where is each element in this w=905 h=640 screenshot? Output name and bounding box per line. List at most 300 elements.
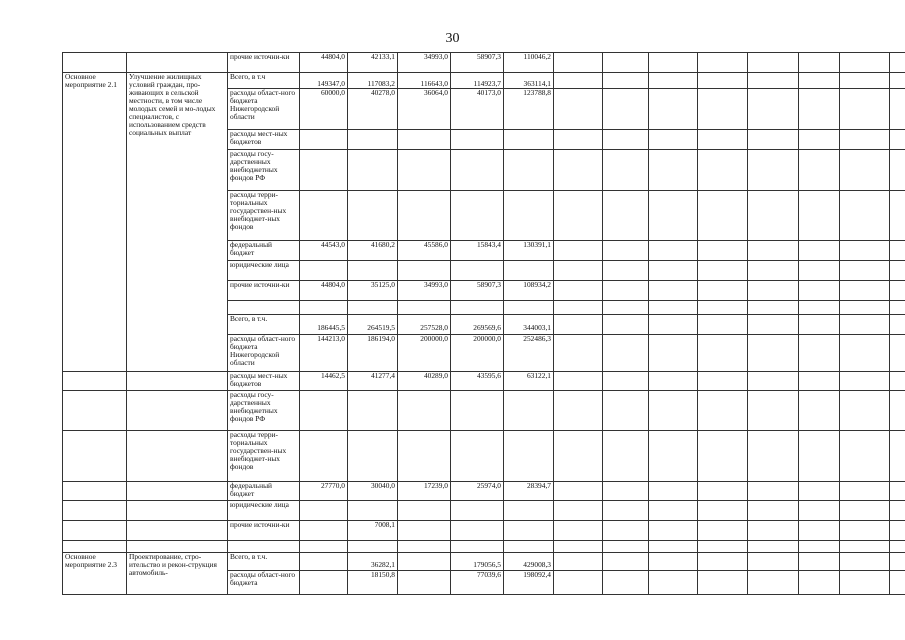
year-value-cell bbox=[451, 391, 504, 431]
year-value-cell: 363114,1 bbox=[504, 73, 554, 89]
empty-cell bbox=[748, 372, 799, 391]
year-value-cell bbox=[300, 501, 348, 521]
year-value-cell: 42133,1 bbox=[348, 53, 398, 73]
empty-cell bbox=[649, 571, 698, 595]
year-value-cell: 30040,0 bbox=[348, 482, 398, 501]
year-value-cell: 77039,6 bbox=[451, 571, 504, 595]
table-row bbox=[63, 501, 905, 521]
empty-cell bbox=[748, 431, 799, 482]
empty-cell bbox=[649, 191, 698, 241]
year-value-cell bbox=[300, 391, 348, 431]
funding-source-cell: Всего, в т.ч bbox=[228, 73, 300, 89]
year-value-cell: 15843,4 bbox=[451, 241, 504, 261]
empty-cell bbox=[554, 89, 603, 130]
measure-cell bbox=[63, 482, 127, 501]
year-value-cell: 14462,5 bbox=[300, 372, 348, 391]
year-value-cell: 34993,0 bbox=[398, 53, 451, 73]
year-value-cell bbox=[348, 191, 398, 241]
empty-cell bbox=[554, 391, 603, 431]
description-cell: Улучшение жилищных условий граждан, про-живающих в сельской местности, в том числе молодых семей и мо-лодых специалистов, с использованием средств социальных выплат bbox=[127, 73, 228, 372]
empty-cell bbox=[840, 130, 890, 150]
empty-cell bbox=[799, 73, 840, 89]
year-value-cell bbox=[300, 191, 348, 241]
empty-cell bbox=[698, 191, 748, 241]
measure-cell bbox=[63, 541, 127, 553]
year-value-cell: 110046,2 bbox=[504, 53, 554, 73]
empty-cell bbox=[890, 191, 905, 241]
empty-cell bbox=[890, 482, 905, 501]
empty-cell bbox=[748, 130, 799, 150]
year-value-cell bbox=[348, 431, 398, 482]
empty-cell bbox=[840, 571, 890, 595]
empty-cell bbox=[840, 73, 890, 89]
year-value-cell bbox=[504, 301, 554, 315]
empty-cell bbox=[840, 335, 890, 372]
empty-cell bbox=[840, 391, 890, 431]
empty-cell bbox=[799, 335, 840, 372]
empty-cell bbox=[840, 553, 890, 571]
year-value-cell bbox=[348, 301, 398, 315]
empty-cell bbox=[698, 553, 748, 571]
empty-cell bbox=[890, 130, 905, 150]
empty-cell bbox=[698, 315, 748, 335]
year-value-cell bbox=[300, 553, 348, 571]
empty-cell bbox=[890, 501, 905, 521]
empty-cell bbox=[554, 150, 603, 191]
table-row bbox=[63, 372, 905, 391]
empty-cell bbox=[748, 150, 799, 191]
empty-cell bbox=[698, 521, 748, 541]
empty-cell bbox=[748, 191, 799, 241]
measure-cell: Основное мероприятие 2.3 bbox=[63, 553, 127, 595]
year-value-cell: 60000,0 bbox=[300, 89, 348, 130]
empty-cell bbox=[698, 281, 748, 301]
empty-cell bbox=[698, 541, 748, 553]
funding-source-cell: расходы мест-ных бюджетов bbox=[228, 372, 300, 391]
funding-source-cell: расходы област-ного бюджета Нижегородской области bbox=[228, 335, 300, 372]
empty-cell bbox=[799, 301, 840, 315]
empty-cell bbox=[603, 391, 649, 431]
empty-cell bbox=[748, 73, 799, 89]
empty-cell bbox=[890, 281, 905, 301]
year-value-cell: 17239,0 bbox=[398, 482, 451, 501]
year-value-cell bbox=[451, 150, 504, 191]
year-value-cell bbox=[300, 150, 348, 191]
empty-cell bbox=[554, 191, 603, 241]
empty-cell bbox=[799, 391, 840, 431]
measure-cell bbox=[63, 372, 127, 391]
empty-cell bbox=[649, 73, 698, 89]
empty-cell bbox=[698, 150, 748, 191]
empty-cell bbox=[603, 191, 649, 241]
year-value-cell: 41277,4 bbox=[348, 372, 398, 391]
year-value-cell: 200000,0 bbox=[398, 335, 451, 372]
year-value-cell bbox=[504, 130, 554, 150]
table-row bbox=[63, 553, 905, 571]
empty-cell bbox=[603, 335, 649, 372]
empty-cell bbox=[698, 53, 748, 73]
empty-cell bbox=[649, 241, 698, 261]
empty-cell bbox=[748, 315, 799, 335]
budget-table bbox=[62, 52, 905, 595]
empty-cell bbox=[554, 571, 603, 595]
empty-cell bbox=[748, 521, 799, 541]
table-row bbox=[63, 541, 905, 553]
empty-cell bbox=[649, 431, 698, 482]
empty-cell bbox=[840, 315, 890, 335]
year-value-cell: 34993,0 bbox=[398, 281, 451, 301]
funding-source-cell: федеральный бюджет bbox=[228, 241, 300, 261]
empty-cell bbox=[554, 261, 603, 281]
empty-cell bbox=[890, 89, 905, 130]
empty-cell bbox=[698, 130, 748, 150]
year-value-cell: 44804,0 bbox=[300, 281, 348, 301]
year-value-cell bbox=[398, 553, 451, 571]
empty-cell bbox=[603, 301, 649, 315]
empty-cell bbox=[698, 89, 748, 130]
empty-cell bbox=[890, 315, 905, 335]
year-value-cell: 130391,1 bbox=[504, 241, 554, 261]
year-value-cell: 179056,5 bbox=[451, 553, 504, 571]
empty-cell bbox=[649, 150, 698, 191]
empty-cell bbox=[748, 571, 799, 595]
measure-cell: Основное мероприятие 2.1 bbox=[63, 73, 127, 372]
empty-cell bbox=[698, 301, 748, 315]
empty-cell bbox=[748, 241, 799, 261]
funding-source-cell: расходы госу-дарственных внебюджетных фондов РФ bbox=[228, 391, 300, 431]
empty-cell bbox=[890, 431, 905, 482]
empty-cell bbox=[890, 241, 905, 261]
year-value-cell bbox=[398, 261, 451, 281]
table-row bbox=[63, 391, 905, 431]
year-value-cell: 200000,0 bbox=[451, 335, 504, 372]
empty-cell bbox=[840, 301, 890, 315]
empty-cell bbox=[840, 541, 890, 553]
year-value-cell: 114923,7 bbox=[451, 73, 504, 89]
year-value-cell bbox=[300, 521, 348, 541]
empty-cell bbox=[890, 553, 905, 571]
empty-cell bbox=[554, 281, 603, 301]
measure-cell bbox=[63, 521, 127, 541]
empty-cell bbox=[890, 571, 905, 595]
empty-cell bbox=[890, 150, 905, 191]
empty-cell bbox=[603, 150, 649, 191]
empty-cell bbox=[799, 315, 840, 335]
empty-cell bbox=[890, 301, 905, 315]
table-row bbox=[63, 73, 905, 89]
empty-cell bbox=[890, 541, 905, 553]
empty-cell bbox=[840, 261, 890, 281]
empty-cell bbox=[603, 372, 649, 391]
empty-cell bbox=[748, 553, 799, 571]
empty-cell bbox=[840, 241, 890, 261]
empty-cell bbox=[554, 73, 603, 89]
empty-cell bbox=[649, 521, 698, 541]
year-value-cell bbox=[398, 541, 451, 553]
year-value-cell bbox=[348, 541, 398, 553]
year-value-cell: 186194,0 bbox=[348, 335, 398, 372]
empty-cell bbox=[799, 571, 840, 595]
funding-source-cell: прочие источни-ки bbox=[228, 53, 300, 73]
year-value-cell bbox=[451, 301, 504, 315]
empty-cell bbox=[748, 301, 799, 315]
empty-cell bbox=[649, 261, 698, 281]
empty-cell bbox=[748, 89, 799, 130]
empty-cell bbox=[698, 431, 748, 482]
empty-cell bbox=[554, 315, 603, 335]
empty-cell bbox=[698, 372, 748, 391]
empty-cell bbox=[748, 501, 799, 521]
funding-source-cell: расходы област-ного бюджета Нижегородской области bbox=[228, 89, 300, 130]
funding-source-cell: Всего, в т.ч. bbox=[228, 315, 300, 335]
year-value-cell bbox=[504, 191, 554, 241]
empty-cell bbox=[840, 281, 890, 301]
year-value-cell: 40173,0 bbox=[451, 89, 504, 130]
funding-source-cell: расходы терри-ториальных государствен-ных внебюджет-ных фондов bbox=[228, 431, 300, 482]
year-value-cell: 117083,2 bbox=[348, 73, 398, 89]
empty-cell bbox=[748, 281, 799, 301]
empty-cell bbox=[554, 53, 603, 73]
year-value-cell bbox=[451, 431, 504, 482]
year-value-cell: 45586,0 bbox=[398, 241, 451, 261]
description-cell: Проектирование, стро-ительство и рекон-струкция автомобиль- bbox=[127, 553, 228, 595]
empty-cell bbox=[698, 571, 748, 595]
empty-cell bbox=[603, 241, 649, 261]
empty-cell bbox=[799, 241, 840, 261]
year-value-cell bbox=[398, 130, 451, 150]
empty-cell bbox=[840, 482, 890, 501]
year-value-cell bbox=[504, 150, 554, 191]
year-value-cell: 198092,4 bbox=[504, 571, 554, 595]
year-value-cell: 116643,0 bbox=[398, 73, 451, 89]
year-value-cell: 18150,8 bbox=[348, 571, 398, 595]
empty-cell bbox=[840, 372, 890, 391]
year-value-cell bbox=[348, 150, 398, 191]
description-cell bbox=[127, 521, 228, 541]
empty-cell bbox=[554, 241, 603, 261]
year-value-cell: 36282,1 bbox=[348, 553, 398, 571]
empty-cell bbox=[748, 482, 799, 501]
year-value-cell bbox=[504, 261, 554, 281]
empty-cell bbox=[603, 521, 649, 541]
year-value-cell bbox=[504, 391, 554, 431]
year-value-cell: 108934,2 bbox=[504, 281, 554, 301]
empty-cell bbox=[698, 241, 748, 261]
empty-cell bbox=[649, 130, 698, 150]
year-value-cell bbox=[451, 541, 504, 553]
year-value-cell: 35125,0 bbox=[348, 281, 398, 301]
funding-source-cell bbox=[228, 301, 300, 315]
year-value-cell bbox=[300, 261, 348, 281]
year-value-cell bbox=[398, 391, 451, 431]
year-value-cell bbox=[300, 130, 348, 150]
empty-cell bbox=[748, 391, 799, 431]
empty-cell bbox=[799, 281, 840, 301]
empty-cell bbox=[603, 482, 649, 501]
description-cell bbox=[127, 541, 228, 553]
empty-cell bbox=[649, 482, 698, 501]
empty-cell bbox=[799, 150, 840, 191]
empty-cell bbox=[554, 372, 603, 391]
year-value-cell: 264519,5 bbox=[348, 315, 398, 335]
measure-cell bbox=[63, 53, 127, 73]
year-value-cell: 36064,0 bbox=[398, 89, 451, 130]
year-value-cell: 44543,0 bbox=[300, 241, 348, 261]
empty-cell bbox=[698, 482, 748, 501]
empty-cell bbox=[603, 281, 649, 301]
table-row bbox=[63, 431, 905, 482]
year-value-cell bbox=[348, 501, 398, 521]
empty-cell bbox=[748, 53, 799, 73]
empty-cell bbox=[554, 335, 603, 372]
empty-cell bbox=[799, 261, 840, 281]
year-value-cell: 186445,5 bbox=[300, 315, 348, 335]
funding-source-cell: федеральный бюджет bbox=[228, 482, 300, 501]
year-value-cell: 58907,3 bbox=[451, 281, 504, 301]
empty-cell bbox=[554, 553, 603, 571]
year-value-cell bbox=[398, 191, 451, 241]
year-value-cell: 252486,3 bbox=[504, 335, 554, 372]
year-value-cell bbox=[504, 521, 554, 541]
empty-cell bbox=[799, 482, 840, 501]
year-value-cell bbox=[504, 431, 554, 482]
year-value-cell: 63122,1 bbox=[504, 372, 554, 391]
table-row bbox=[63, 521, 905, 541]
year-value-cell bbox=[504, 501, 554, 521]
empty-cell bbox=[799, 191, 840, 241]
year-value-cell: 7008,1 bbox=[348, 521, 398, 541]
table-row bbox=[63, 53, 905, 73]
description-cell bbox=[127, 482, 228, 501]
measure-cell bbox=[63, 431, 127, 482]
empty-cell bbox=[649, 335, 698, 372]
empty-cell bbox=[649, 501, 698, 521]
year-value-cell bbox=[398, 501, 451, 521]
empty-cell bbox=[649, 89, 698, 130]
empty-cell bbox=[554, 482, 603, 501]
empty-cell bbox=[649, 315, 698, 335]
year-value-cell: 257528,0 bbox=[398, 315, 451, 335]
empty-cell bbox=[840, 89, 890, 130]
empty-cell bbox=[890, 53, 905, 73]
year-value-cell: 269569,6 bbox=[451, 315, 504, 335]
year-value-cell: 28394,7 bbox=[504, 482, 554, 501]
description-cell bbox=[127, 431, 228, 482]
empty-cell bbox=[840, 521, 890, 541]
funding-source-cell: юридические лица bbox=[228, 261, 300, 281]
year-value-cell: 144213,0 bbox=[300, 335, 348, 372]
year-value-cell bbox=[398, 150, 451, 191]
empty-cell bbox=[603, 53, 649, 73]
funding-source-cell: расходы област-ного бюджета bbox=[228, 571, 300, 595]
empty-cell bbox=[890, 73, 905, 89]
empty-cell bbox=[890, 372, 905, 391]
measure-cell bbox=[63, 501, 127, 521]
empty-cell bbox=[603, 315, 649, 335]
empty-cell bbox=[698, 501, 748, 521]
empty-cell bbox=[799, 541, 840, 553]
empty-cell bbox=[698, 391, 748, 431]
year-value-cell bbox=[348, 391, 398, 431]
year-value-cell bbox=[451, 130, 504, 150]
funding-source-cell bbox=[228, 541, 300, 553]
empty-cell bbox=[603, 431, 649, 482]
empty-cell bbox=[890, 521, 905, 541]
empty-cell bbox=[890, 335, 905, 372]
empty-cell bbox=[603, 89, 649, 130]
description-cell bbox=[127, 53, 228, 73]
empty-cell bbox=[799, 53, 840, 73]
year-value-cell: 429008,3 bbox=[504, 553, 554, 571]
year-value-cell bbox=[398, 431, 451, 482]
empty-cell bbox=[890, 261, 905, 281]
funding-source-cell: расходы госу-дарственных внебюджетных фондов РФ bbox=[228, 150, 300, 191]
empty-cell bbox=[603, 130, 649, 150]
empty-cell bbox=[748, 335, 799, 372]
measure-cell bbox=[63, 391, 127, 431]
year-value-cell bbox=[398, 301, 451, 315]
year-value-cell bbox=[451, 521, 504, 541]
year-value-cell bbox=[398, 521, 451, 541]
empty-cell bbox=[603, 553, 649, 571]
empty-cell bbox=[554, 541, 603, 553]
year-value-cell: 44804,0 bbox=[300, 53, 348, 73]
empty-cell bbox=[554, 521, 603, 541]
empty-cell bbox=[603, 571, 649, 595]
year-value-cell bbox=[300, 541, 348, 553]
year-value-cell: 149347,0 bbox=[300, 73, 348, 89]
funding-source-cell: расходы мест-ных бюджетов bbox=[228, 130, 300, 150]
year-value-cell bbox=[348, 130, 398, 150]
empty-cell bbox=[799, 431, 840, 482]
empty-cell bbox=[649, 372, 698, 391]
empty-cell bbox=[799, 89, 840, 130]
page-number: 30 bbox=[445, 31, 460, 46]
empty-cell bbox=[554, 501, 603, 521]
year-value-cell bbox=[451, 501, 504, 521]
empty-cell bbox=[890, 391, 905, 431]
empty-cell bbox=[840, 150, 890, 191]
funding-source-cell: Всего, в т.ч. bbox=[228, 553, 300, 571]
funding-source-cell: юридические лица bbox=[228, 501, 300, 521]
year-value-cell: 58907,3 bbox=[451, 53, 504, 73]
description-cell bbox=[127, 372, 228, 391]
year-value-cell: 27770,0 bbox=[300, 482, 348, 501]
empty-cell bbox=[603, 261, 649, 281]
empty-cell bbox=[603, 501, 649, 521]
year-value-cell: 40289,0 bbox=[398, 372, 451, 391]
year-value-cell: 43595,6 bbox=[451, 372, 504, 391]
empty-cell bbox=[840, 191, 890, 241]
description-cell bbox=[127, 501, 228, 521]
year-value-cell bbox=[348, 261, 398, 281]
funding-source-cell: прочие источни-ки bbox=[228, 521, 300, 541]
empty-cell bbox=[649, 541, 698, 553]
year-value-cell bbox=[504, 541, 554, 553]
year-value-cell bbox=[451, 191, 504, 241]
funding-source-cell: прочие источни-ки bbox=[228, 281, 300, 301]
year-value-cell bbox=[300, 431, 348, 482]
budget-table-body bbox=[63, 53, 905, 595]
empty-cell bbox=[840, 431, 890, 482]
empty-cell bbox=[554, 130, 603, 150]
empty-cell bbox=[840, 501, 890, 521]
year-value-cell: 40278,0 bbox=[348, 89, 398, 130]
empty-cell bbox=[554, 301, 603, 315]
empty-cell bbox=[698, 335, 748, 372]
empty-cell bbox=[649, 301, 698, 315]
empty-cell bbox=[649, 553, 698, 571]
